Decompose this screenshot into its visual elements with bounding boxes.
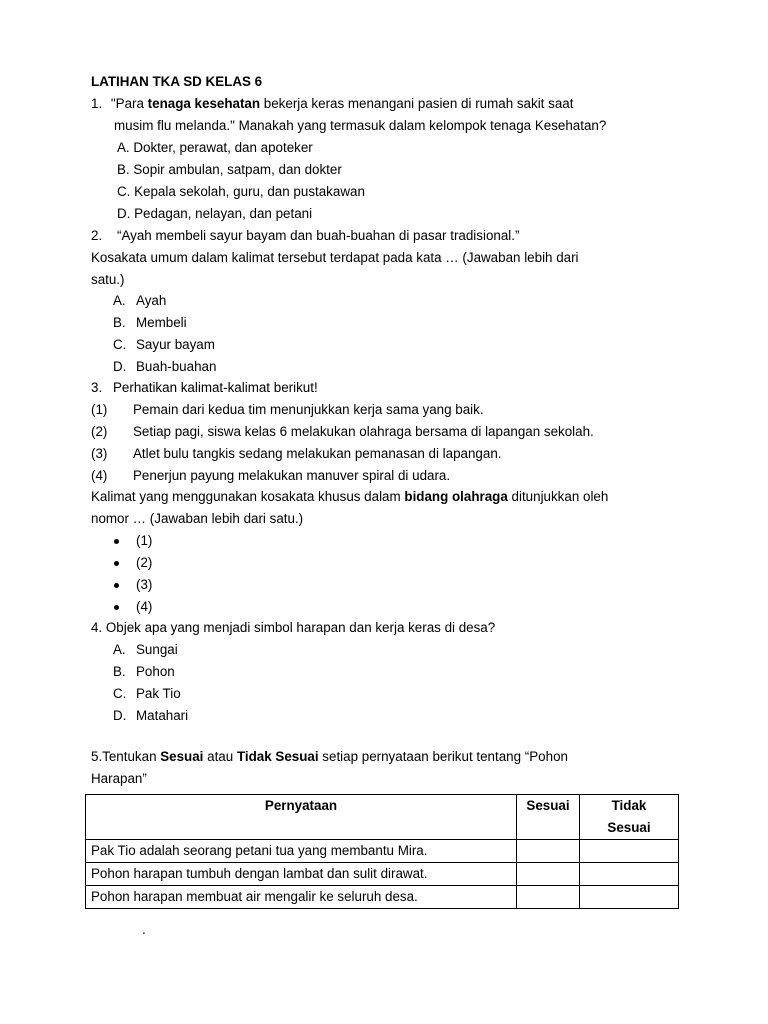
tidak-sesuai-answer-cell[interactable] [580,863,679,886]
question-2-number: 2. [91,228,103,243]
statement-cell: Pohon harapan tumbuh dengan lambat dan sulit dirawat. [86,863,517,886]
question-3-bold-term: bidang olahraga [404,489,508,504]
question-2-option-a-text: Ayah [136,293,167,308]
question-4-option-b-letter: B. [113,664,126,679]
question-5-bold-tidak-sesuai: Tidak Sesuai [236,749,319,764]
question-4-option-d-letter: D. [113,708,127,723]
question-2-quote: “Ayah membeli sayur bayam dan buah-buahan di pasar tradisional.” [117,228,520,243]
bullet-icon [114,561,119,566]
question-5-text-mid: atau [203,749,237,764]
question-3-prompt-line-2: nomor … (Jawaban lebih dari satu.) [91,511,304,526]
question-1-option-c: C. Kepala sekolah, guru, dan pustakawan [117,184,365,199]
header-sesuai-2: Sesuai [607,820,651,835]
question-1-option-a: A. Dokter, perawat, dan apoteker [117,140,313,155]
header-pernyataan: Pernyataan [86,795,517,840]
question-4-option-c-text: Pak Tio [136,686,181,701]
tidak-sesuai-answer-cell[interactable] [580,886,679,909]
question-1-text-pre: "Para [110,96,148,111]
question-2-option-c-text: Sayur bayam [136,337,215,352]
statement-cell: Pak Tio adalah seorang petani tua yang membantu Mira. [86,840,517,863]
question-2-line-2: Kosakata umum dalam kalimat tersebut terdapat pada kata … (Jawaban lebih dari [91,250,579,265]
question-3-number: 3. [91,380,103,395]
question-3-item-3-number: (3) [91,446,108,461]
question-1-bold-term: tenaga kesehatan [147,96,261,111]
question-4-option-d-text: Matahari [136,708,189,723]
statement-cell: Pohon harapan membuat air mengalir ke seluruh desa. [86,886,517,909]
question-4-option-a-letter: A. [113,642,126,657]
question-2-option-a-letter: A. [113,293,126,308]
footer-dot: . [142,922,146,937]
question-3-choice-1: (1) [136,533,153,548]
question-1-text-post: bekerja keras menangani pasien di rumah sakit saat [260,96,574,111]
question-1-number: 1. [91,96,103,111]
question-5-text-post: setiap pernyataan berikut tentang “Pohon [318,749,568,764]
question-4-option-c-letter: C. [113,686,127,701]
sesuai-answer-cell[interactable] [517,886,580,909]
question-4-option-a-text: Sungai [136,642,178,657]
question-1-option-b: B. Sopir ambulan, satpam, dan dokter [117,162,342,177]
document-title: LATIHAN TKA SD KELAS 6 [91,74,263,89]
question-2-option-b-text: Membeli [136,315,187,330]
header-tidak-sesuai [580,795,679,840]
header-sesuai: Sesuai [517,795,580,840]
question-1-line-1 [91,96,573,112]
question-3-choice-3: (3) [136,577,153,592]
question-3-item-4-number: (4) [91,468,108,483]
question-5-line-2: Harapan” [91,771,147,786]
question-2-option-b-letter: B. [113,315,126,330]
question-3-item-2-text: Setiap pagi, siswa kelas 6 melakukan olahraga bersama di lapangan sekolah. [133,424,594,439]
table-header-row [86,795,679,840]
question-3-item-3-text: Atlet bulu tangkis sedang melakukan pemanasan di lapangan. [133,446,502,461]
bullet-icon [114,539,119,544]
table-row [86,840,679,863]
question-3-text: Perhatikan kalimat-kalimat berikut! [113,380,318,395]
question-4-text: 4. Objek apa yang menjadi simbol harapan dan kerja keras di desa? [91,620,496,635]
question-3-item-1-number: (1) [91,402,108,417]
bullet-icon [114,605,119,610]
question-2-option-d-text: Buah-buahan [136,359,217,374]
sesuai-answer-cell[interactable] [517,863,580,886]
question-2-option-d-letter: D. [113,359,127,374]
question-3-item-2-number: (2) [91,424,108,439]
bullet-icon [114,583,119,588]
question-5-bold-sesuai: Sesuai [160,749,204,764]
question-3-choice-2: (2) [136,555,153,570]
question-3-prompt-line-1 [91,489,608,505]
table-row [86,886,679,909]
question-3-prompt-post: ditunjukkan oleh [507,489,609,504]
question-2-line-3: satu.) [91,272,125,287]
question-1-option-d: D. Pedagan, nelayan, dan petani [117,206,313,221]
sesuai-answer-cell[interactable] [517,840,580,863]
question-3-choice-4: (4) [136,599,153,614]
header-tidak: Tidak [611,798,647,813]
question-1-line-2: musim flu melanda." Manakah yang termasuk dalam kelompok tenaga Kesehatan? [114,118,607,133]
question-5-text-pre: 5.Tentukan [91,749,161,764]
statement-table [85,794,679,909]
question-3-prompt-pre: Kalimat yang menggunakan kosakata khusus dalam [91,489,405,504]
question-3-item-1-text: Pemain dari kedua tim menunjukkan kerja sama yang baik. [133,402,484,417]
question-3-item-4-text: Penerjun payung melakukan manuver spiral di udara. [133,468,451,483]
question-5-line-1 [91,749,568,765]
question-2-option-c-letter: C. [113,337,127,352]
question-4-option-b-text: Pohon [136,664,175,679]
tidak-sesuai-answer-cell[interactable] [580,840,679,863]
table-row [86,863,679,886]
